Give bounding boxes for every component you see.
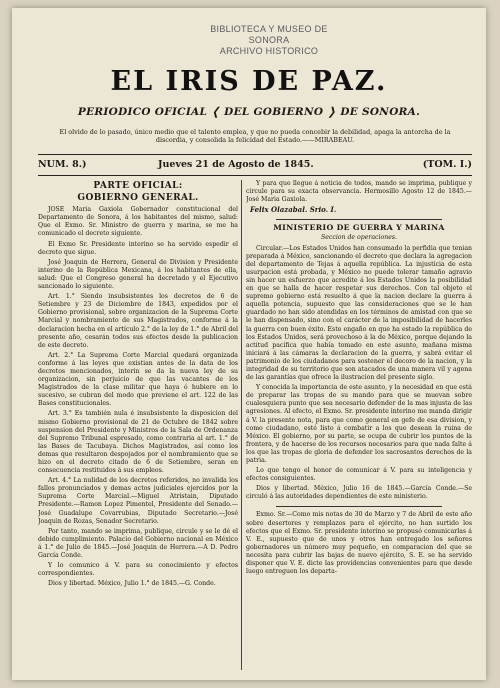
paragraph: Dios y libertad. México, Julio 16 de 1845.—García Conde.—Se circuló á las autoridades dependientes de este ministerio.: [246, 485, 472, 501]
paragraph: Exmo. Sr.—Como mis notas de 30 de Marzo y 7 de Abril de este año sobre desertores y remplazos para el ejército, no han surtido los efectos que el Exmo. Sr. presidente interino se propusó comunicarlas á V. E., supuesto que de unos y otros han entregado los señores gobernadores un número muy pequeño, en comparacion del que se necesita para cubrir las bajas de nuevo ejército, S. E. se ha servido disponer que V. E. dicte las providencias convenientes para que desde luego entreguen los departa-: [246, 511, 472, 576]
paragraph: Art. 2.° La Suprema Corte Marcial quedará organizada conforme á las leyes que existian antes de la data de los decretos mencionados, interin se da la nueva ley de su organizacion, sin perjuicio de que las vacantes de los Magistrados de la clase militar que haya ó hubiere en lo sucesivo, se cubran del modo que previene el art. 122 de las Bases constitucionales.: [38, 351, 238, 408]
separator-rule: [276, 219, 442, 220]
separator-rule: [276, 506, 442, 507]
paragraph: JOSE Maria Gaxiola Gobernador constitucional del Departamento de Sonora, á los habitantes del mismo, salud: Que el Exmo. Sr. Ministro de guerra y marina, se me ha comunicado el decreto siguiente.: [38, 206, 238, 238]
archive-stamp: [190, 24, 348, 57]
section-heading: PARTE OFICIAL:: [93, 181, 183, 191]
right-paragraphs-2: [246, 511, 472, 576]
paragraph: Art. 1.° Siendo insubsistentes los decretos de 6 de Setiembre y 23 de Diciembre de 1843, expedidos por el Gobierno provisional, sobre organizacion de la Suprema Corte Marcial y nombramiento de sus Magistrados, conforme á la declaracion hecha en el artículo 2.° de la ley de 1.° de Abril del presente año, cesarán todos sus efectos desde la publicacion de este decreto.: [38, 293, 238, 349]
stamp-line-1: BIBLIOTECA Y MUSEO DE SONORA: [210, 24, 328, 45]
paragraph: Art. 3.° Es también nula é insubsistente la disposicion del mismo Gobierno provisional de 21 de Octubre de 1842 sobre suspension del Presidente y Ministros de la Sala de Ordenanza del Supremo Tribunal espresado, como contraria al art. 1.° de las Bases de Tacubaya. Dichos Magistrados, así como los demas que resultaron despojados por el nombramiento que se hizo en el decreto citado de 6 de Setiembre, seran en consecuencia restituidos á sus empleos.: [38, 410, 238, 475]
issue-line: [38, 157, 472, 173]
paragraph: Art. 4.° La nulidad de los decretos referidos, no invalida los fallos pronunciados y demas actos judiciales ejercidos por la Suprema Corte Marcial.—Miguel Atristain, Diputado Presidente.—Ramon Lopez Pimentel, Presidente del Senado.—José Guadalupe Covarrubias, Diputado Secretario.—José Joaquin de Rozas, Senador Secretario.: [38, 477, 238, 525]
issue-date: Jueves 21 de Agosto de 1845.: [158, 159, 314, 170]
section-subheading: Seccion de operaciones.: [320, 234, 398, 242]
signature: Felix Olazabal. Srio. I.: [250, 205, 337, 215]
masthead-rule-top: [38, 154, 472, 155]
left-paragraphs: [38, 206, 238, 588]
stamp-line-2: ARCHIVO HISTORICO: [219, 46, 319, 56]
newspaper-motto: El olvido de lo pasado, único medio que el talento emplea, y que no pueda concebir la debilidad, apaga la antorcha de la discordia, y consolida la felicidad del Estado.——MIRABEAU.: [59, 128, 451, 144]
issue-number: NUM. 8.): [38, 159, 87, 170]
newspaper-title: EL IRIS DE PAZ.: [110, 66, 388, 97]
newspaper-page: [12, 8, 486, 680]
paragraph: Circular.—Los Estados Unidos han consumado la perfidia que tenian preparada á México, sancionando el decreto que declara la agregacion del departamento de Tejas á aquella república. La injusticia de esta usurpacion está probada, y México no puede tolerar tamaño agravio sin hacer un esfuerzo que acredite á los Estados Unidos la posibilidad en que se halla de hacer respetar sus derechos. Con tal objeto el supremo gobierno está resuelto á que la nacion declare la guerra á aquella potencia, supuesto que las consideraciones que se le han guardado no han sido atendidas en los términos de amistad con que se le han dispensado, sino con el carácter de la imposibilidad de hacerles la guerra con buen éxito. Este engaño en que ha estado la república de los Estados Unidos, será provechoso á la de México, porque dejando la actitud pacífica que había tomado en este asunto, mañana misma iniciará á las cámaras la declaracion de la guerra, y sabrá evitar el patrimonio de los ciudadanos para sostener el decoro de la nacion, y la integridad de su territorio que son atacados de una manera vil y agena de las garantías que ofrece la ilustracion del presente siglo.: [246, 244, 472, 382]
paragraph: José Joaquin de Herrera, General de Division y Presidente interino de la República Mexicana, á los habitantes de ella, salud: Que el Congreso general ha decretado y el Ejecutivo sancionado lo siguiente.: [38, 258, 238, 291]
paragraph: Por tanto, mando se imprima, publique, circule y se le dé el debido cumplimiento. Palacio del Gobierno nacional en México á 1.° de Julio de 1845.—José Joaquin de Herrera.—A D. Pedro García Conde.: [38, 527, 238, 560]
right-column: [246, 180, 472, 672]
paragraph: Y para que llegue á noticia de todos, mando se imprima, publique y circule para su exacta observancia. Hermosillo Agosto 12 de 1845.—José Maria Gaxiola.: [246, 180, 472, 204]
paragraph: Dios y libertad. México, Julio 1.° de 1845.—G. Conde.: [48, 580, 216, 588]
paragraph: Lo que tengo el honor de comunicar á V. para su inteligencia y efectos consiguientes.: [246, 467, 472, 483]
ministry-heading: MINISTERIO DE GUERRA Y MARINA: [273, 223, 445, 233]
article-heading: GOBIERNO GENERAL.: [77, 193, 199, 204]
paragraph: Y lo comunico á V. para su conocimiento y efectos correspondientes.: [38, 562, 238, 578]
masthead-rule-bottom: [38, 175, 472, 176]
issue-tome: (TOM. I.): [422, 159, 472, 170]
paragraph: El Exmo Sr. Presidente interino se ha servido espedir el decreto que sigue.: [38, 240, 238, 256]
newspaper-subtitle: PERIODICO OFICIAL ❬ DEL GOBIERNO ❭ DE SONORA.: [77, 106, 421, 118]
right-paragraphs: [246, 245, 472, 502]
paragraph: Y conocida la importancia de este asunto, y la necesidad en que está de preparar las tropas de su mando para que se muevan sobre cualesquiera punto que sea necesario defender de la mas injusta de las agresiones. Al efecto, el Exmo. Sr. presidente interino me manda dirigir á V. la presente nota, para que como general en gefe de esa division, y como ciudadano, esté listo á combatir a los que desean la ruina de México. El gobierno, por su parte, se ocupa de cubrir los puntos de la frontera, y de hacerse de los recursos necesarios para que nada falte á los que las tropas de gloria de defender los sacrosantos derechos de la patria.: [246, 384, 472, 464]
left-column: [38, 180, 238, 672]
column-divider: [241, 180, 242, 670]
